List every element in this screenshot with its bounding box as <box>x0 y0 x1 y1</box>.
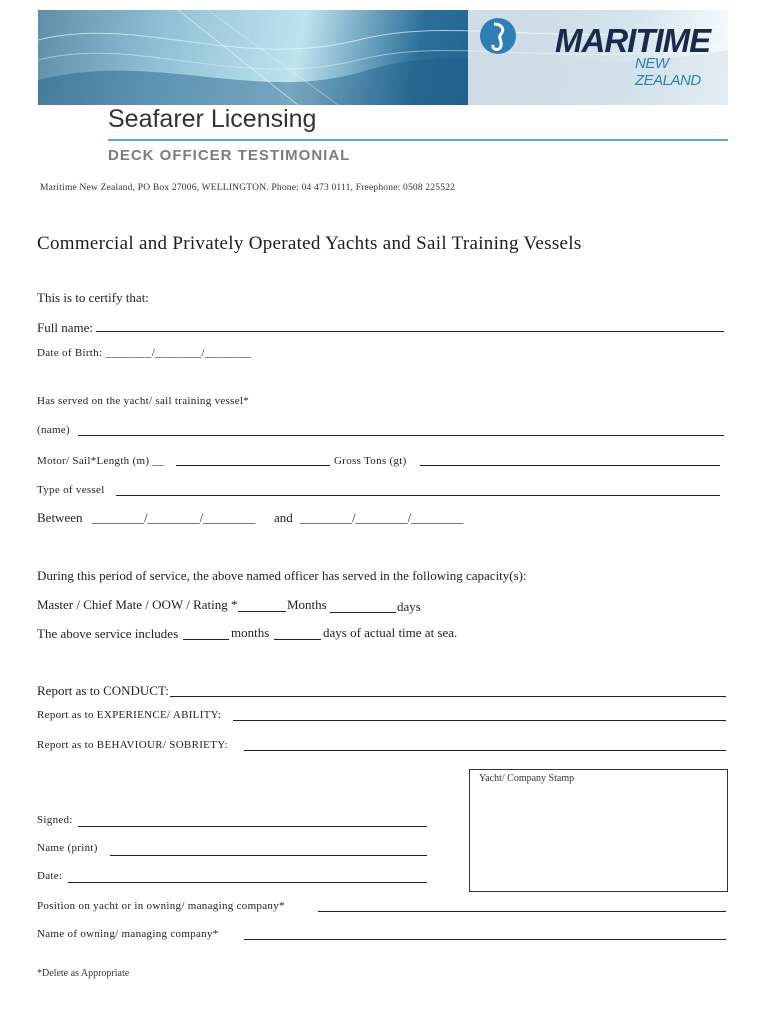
date-field[interactable] <box>68 882 427 883</box>
full-name-field[interactable] <box>96 331 724 332</box>
signed-label: Signed: <box>37 814 73 826</box>
date-label: Date: <box>37 870 63 882</box>
capacity-days-field[interactable] <box>330 612 396 613</box>
gross-tons-field[interactable] <box>420 465 720 466</box>
certify-text: This is to certify that: <box>37 290 149 305</box>
days-label: days <box>397 599 421 614</box>
company-stamp-box[interactable] <box>469 769 728 892</box>
contact-address: Maritime New Zealand, PO Box 27006, WELLINGTON. Phone: 04 473 0111, Freephone: 0508 225522 <box>40 183 456 193</box>
header-banner <box>38 10 728 105</box>
stamp-label: Yacht/ Company Stamp <box>479 773 575 784</box>
capacity-label: Master / Chief Mate / OOW / Rating * <box>37 597 238 612</box>
experience-field[interactable] <box>233 720 726 721</box>
between-start-date-field[interactable]: ________/________/________ <box>92 510 256 525</box>
company-name-label: Name of owning/ managing company* <box>37 928 219 940</box>
seahorse-logo-icon <box>478 16 518 56</box>
period-of-service-text: During this period of service, the above named officer has served in the following capacity(s): <box>37 568 527 583</box>
type-of-vessel-field[interactable] <box>116 495 720 496</box>
logo-subtext: NEW ZEALAND <box>635 55 701 89</box>
footnote: *Delete as Appropriate <box>37 968 130 979</box>
days-at-sea-label: days of actual time at sea. <box>323 625 458 640</box>
page-title: Seafarer Licensing <box>108 105 317 133</box>
capacity-months-field[interactable] <box>238 611 286 612</box>
between-end-date-field[interactable]: ________/________/________ <box>300 510 464 525</box>
behaviour-label: Report as to BEHAVIOUR/ SOBRIETY: <box>37 739 228 751</box>
conduct-label: Report as to CONDUCT: <box>37 683 169 698</box>
and-label: and <box>274 510 293 525</box>
company-name-field[interactable] <box>244 939 726 940</box>
sea-days-field[interactable] <box>274 639 321 640</box>
conduct-field[interactable] <box>170 696 726 697</box>
position-label: Position on yacht or in owning/ managing company* <box>37 900 285 912</box>
vessel-name-field[interactable] <box>78 435 724 436</box>
signature-field[interactable] <box>78 826 427 827</box>
full-name-label: Full name: <box>37 320 93 335</box>
motor-sail-length-label: Motor/ Sail*Length (m) __ <box>37 455 164 467</box>
length-field[interactable] <box>176 465 330 466</box>
title-divider <box>108 139 728 141</box>
name-print-label: Name (print) <box>37 842 98 854</box>
name-print-field[interactable] <box>110 855 427 856</box>
page-subtitle: DECK OFFICER TESTIMONIAL <box>108 147 351 164</box>
experience-label: Report as to EXPERIENCE/ ABILITY: <box>37 709 222 721</box>
between-label: Between <box>37 510 83 525</box>
months-label: Months <box>287 597 327 612</box>
behaviour-field[interactable] <box>244 750 726 751</box>
service-includes-label: The above service includes <box>37 626 179 641</box>
form-heading: Commercial and Privately Operated Yachts and Sail Training Vessels <box>37 233 582 254</box>
months-lower-label: months <box>231 625 270 640</box>
position-field[interactable] <box>318 911 726 912</box>
logo-wordmark: MARITIME <box>555 22 711 59</box>
served-on-label: Has served on the yacht/ sail training vessel* <box>37 395 250 407</box>
date-of-birth-field[interactable]: Date of Birth: ________/________/________ <box>37 347 252 359</box>
gross-tons-label: Gross Tons (gt) <box>334 455 407 467</box>
vessel-name-label: (name) <box>37 424 70 436</box>
type-of-vessel-label: Type of vessel <box>37 484 105 496</box>
sea-months-field[interactable] <box>183 639 229 640</box>
